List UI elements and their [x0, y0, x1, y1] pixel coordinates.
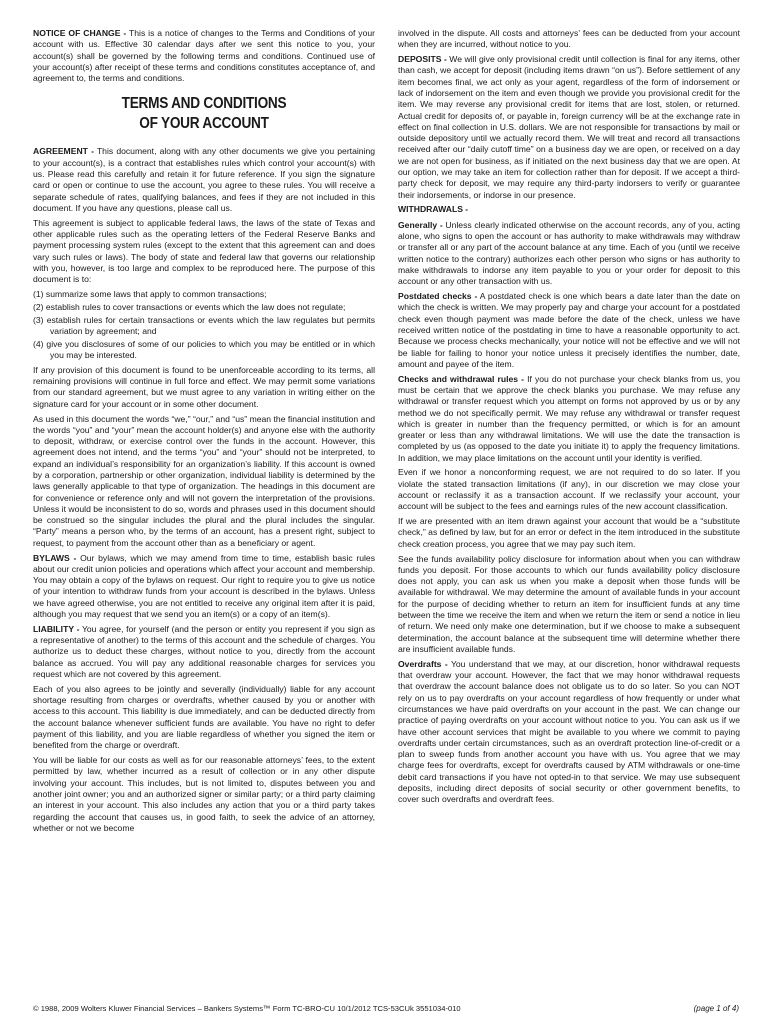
checks-rules-text: If you do not purchase your check blanks from us, you must be certain that we approve the check blanks you purchase. We may refuse any withdrawal or transfer request which you attempt on forms not approved by us or by any method we do not specifically permit. We may refuse any withdrawal or transfer request which is greater in number than the frequency permitted, or which is for an amount greater or less than any withdrawal limitations. We will use the date the transaction is completed by us (as opposed to the date you initiate it) to apply the frequency limitations. In addition, we may place limitations on the account until your identity is verified.: [398, 373, 740, 463]
postdated-heading: Postdated checks -: [398, 291, 478, 302]
generally-heading: Generally -: [398, 219, 443, 230]
liability-heading: LIABILITY -: [33, 623, 80, 634]
bylaws-heading: BYLAWS -: [33, 552, 77, 563]
funds-availability-paragraph: See the funds availability policy disclosure for information about when you can withdraw funds you deposit. For those accounts to which our funds availability policy disclosure does not apply, you can ask us when you make a deposit when those funds will be available for withdrawal. We may determine the amount of available funds in your account for the purpose of deciding whether to return an item for insufficient funds at any time between the time we receive the item and when we return the item or send a notice in lieu of return. We need only make one determination, but if we choose to make a subsequent determination, the account balance at the subsequent time will determine whether there are insufficient available funds.: [398, 553, 740, 654]
liability-paragraph: [33, 624, 375, 680]
federal-law-paragraph: This agreement is subject to applicable federal laws, the laws of the state of Texas and other applicable rules such as the operating letters of the Federal Reserve Banks and payment processing system rules (except to the extent that this agreement can and does vary such rules or laws). The body of state and federal law that governs our relationship with you, however, is too large and complex to be reproduced here. The purpose of this document is to:: [33, 217, 375, 285]
checks-rules-heading: Checks and withdrawal rules -: [398, 373, 525, 384]
definitions-paragraph: As used in this document the words “we,” “our,” and “us” mean the financial institution and the words “you” and “your” mean the account holder(s) and anyone else with the authority to deposit, withdraw, or exercise control over the funds in the account. However, this agreement does not intend, and the terms “you” and “your” should not be interpreted, to expand an individual’s responsibility for an organization’s liability. If this account is owned by a corporation, partnership or other organization, individual liability is determined by the laws generally applicable to that type of organization. The headings in this document are for convenience or reference only and will not govern the interpretation of the provisions. Unless it would be inconsistent to do so, words and phrases used in this document should be construed so the singular includes the plural and the plural includes the singular. “Party” means a person who, by the terms of an account, has a present right, subject to request, to payment from the account other than as a beneficiary or agent.: [33, 413, 375, 548]
deposits-paragraph: [398, 54, 740, 201]
purpose-list-item: (1) summarize some laws that apply to common transactions;: [33, 289, 267, 300]
involved-paragraph: involved in the dispute. All costs and attorneys’ fees can be deducted from your account when they are incurred, without notice to you.: [398, 28, 740, 50]
overdrafts-text: You understand that we may, at our discretion, honor withdrawal requests that overdraw your account. However, the fact that we may honor withdrawal requests that overdraw the account balance does not obligate us to do so later. So you can NOT rely on us to pay overdrafts on your account regardless of how frequently or under what circumstances we have paid overdrafts on your account in the past. We can change our practice of paying overdrafts on your account without notice to you. You can ask us if we have other account services that might be available to you where we commit to paying overdrafts under certain circumstances, such as an overdraft protection line-of-credit or a plan to sweep funds from another account you have with us. You agree that we may charge fees for overdrafts, except for overdrafts caused by ATM withdrawals or one-time debit card transactions if you have not opted-in to that service. We may use subsequent deposits, including direct deposits of social security or other government benefits, to cover such overdrafts and overdraft fees.: [398, 658, 740, 805]
document-title: [54, 94, 355, 134]
agreement-heading: AGREEMENT -: [33, 146, 94, 157]
notice-text: This is a notice of changes to the Terms and Conditions of your account with us. Effective 30 calendar days after we sent this notice to you, your account(s) shall be governed by the following terms and conditions. Continued use of your account(s) after receipt of these terms and conditions constitutes acceptance of, and agreement to, the terms and conditions.: [33, 28, 376, 84]
left-column: [33, 28, 375, 838]
overdrafts-paragraph: [398, 659, 740, 806]
purpose-list-item: (3) establish rules for certain transactions or events which the law regulates but permits variation by agreement; and: [33, 314, 375, 336]
postdated-checks-paragraph: [398, 291, 740, 370]
deposits-heading: DEPOSITS -: [398, 54, 447, 65]
title-line-2: OF YOUR ACCOUNT: [139, 115, 269, 133]
generally-paragraph: [398, 220, 740, 288]
notice-heading: NOTICE OF CHANGE -: [33, 28, 127, 38]
agreement-text: This document, along with any other documents we give you pertaining to your account(s), is a contract that establishes rules which control your account(s) with us. Please read this carefully and retain it for future reference. If you sign the signature card or open or continue to use the account, you agree to these rules. You will receive a separate schedule of rates, qualifying balances, and fees if they are not included in this document. If you have any questions, please call us.: [33, 146, 376, 213]
nonconforming-paragraph: Even if we honor a nonconforming request, we are not required to do so later. If you violate the stated transaction limitations (if any), in our discretion we may close your account or reclassify it as a transaction account. If we reclassify your account, your account will be subject to the fees and earnings rules of the new account classification.: [398, 467, 740, 512]
title-line-1: TERMS AND CONDITIONS: [121, 95, 287, 113]
document-page: [33, 28, 739, 988]
page-number: (page 1 of 4): [693, 1004, 739, 1013]
purpose-list-item: (4) give you disclosures of some of our policies to which you may be entitled or in which you may be interested.: [33, 338, 375, 361]
deposits-text: We will give only provisional credit until collection is final for any items, other than cash, we accept for deposit (including items drawn “on us”). Before settlement of any item becomes final, we act only as your agent, regardless of the form of indorsement or lack of indorsement on the item and even though we provide you provisional credit for the item. We may reverse any provisional credit for items that are lost, stolen, or returned. Actual credit for deposits of, or payable in, foreign currency will be at the exchange rate in effect on final collection in U.S. dollars. We are not responsible for transactions by mail or outside depository until we actually record them. We will treat and record all transactions received after our “daily cutoff time” on a business day we are open, or received on a day we are not open for business, as if initiated on the next business day that we are open. At our option, we may take an item for collection rather than for deposit. If we accept a third-party check for deposit, we may require any third-party indorsers to verify or guarantee their indorsements, or indorse in our presence.: [398, 54, 740, 200]
substitute-check-paragraph: If we are presented with an item drawn against your account that would be a “substitute check,” as defined by law, but for an error or defect in the item introduced in the substitute check creation process, you agree that we may pay such item.: [398, 516, 740, 549]
unenforceable-paragraph: If any provision of this document is found to be unenforceable according to its terms, all remaining provisions will continue in full force and effect. We may permit some variations from our standard agreement, but we must agree to any variation in writing either on the signature card for your account or in some other document.: [33, 364, 375, 409]
bylaws-paragraph: [33, 553, 375, 621]
generally-text: Unless clearly indicated otherwise on the account records, any of you, acting alone, who signs to open the account or has authority to make withdrawals may withdraw or transfer all or any part of the account balance at any time. Each of you (until we receive written notice to the contrary) authorizes each other person who signs or has authority to make withdrawals to indorse any item payable to you or your order for deposit to this account or any other transaction with us.: [398, 219, 741, 287]
copyright-notice: © 1988, 2009 Wolters Kluwer Financial Services – Bankers Systems™ Form TC-BRO-CU 10/1/2012 TCS-53CUk 3551034-010: [33, 1004, 461, 1013]
postdated-text: A postdated check is one which bears a date later than the date on which the check is written. We may properly pay and charge your account for a postdated check even though payment was made before the date of the check, unless we have received written notice of the postdating in time to have a reasonable opportunity to act. Because we process checks mechanically, your notice will not be effective and we will not be liable for failing to honor your notice unless it precisely identifies the number, date, amount and payee of the item.: [398, 291, 740, 369]
overdrafts-heading: Overdrafts -: [398, 658, 448, 669]
withdrawals-heading: WITHDRAWALS -: [398, 204, 469, 215]
liability-text: You agree, for yourself (and the person or entity you represent if you sign as a representative of another) to the terms of this account and the schedule of charges. You authorize us to deduct these charges, without notice to you, directly from the account balance as accrued. You will pay any additional reasonable charges for services you request which are not covered by this agreement.: [33, 623, 375, 680]
joint-liability-paragraph: Each of you also agrees to be jointly and severally (individually) liable for any account shortage resulting from charges or overdrafts, whether caused by you or another with access to this account. This liability is due immediately, and can be deducted directly from the account balance whenever sufficient funds are available. You have no right to defer payment of this liability, and you are liable regardless of whether you signed the item or benefited from the charge or overdraft.: [33, 683, 375, 751]
purpose-list-item: (2) establish rules to cover transactions or events which the law does not regulate;: [33, 301, 346, 312]
checks-rules-paragraph: [398, 374, 740, 464]
agreement-paragraph: [33, 146, 375, 214]
right-column: [398, 28, 740, 809]
purpose-list: [33, 289, 375, 361]
attorney-costs-paragraph: You will be liable for our costs as well as for our reasonable attorneys’ fees, to the extent permitted by law, whether incurred as a result of collection or in any other dispute involving your account. This includes, but is not limited to, disputes between you and another joint owner; you and an authorized signer or similar party; or a third party claiming an interest in your account. This also includes any action that you or a third party takes regarding the account that causes us, in good faith, to seek the advice of an attorney, whether or not we become: [33, 755, 375, 833]
bylaws-text: Our bylaws, which we may amend from time to time, establish basic rules about our credit union policies and operations which affect your account and membership. You may obtain a copy of the bylaws on request. Our right to require you to give us notice of your intention to withdraw funds from your account is described in the bylaws. Unless we have agreed otherwise, you are not entitled to receive any original item after it is paid, although you may request that we send you an item(s) or a copy of an item(s).: [33, 552, 376, 620]
notice-of-change-paragraph: [33, 28, 375, 84]
